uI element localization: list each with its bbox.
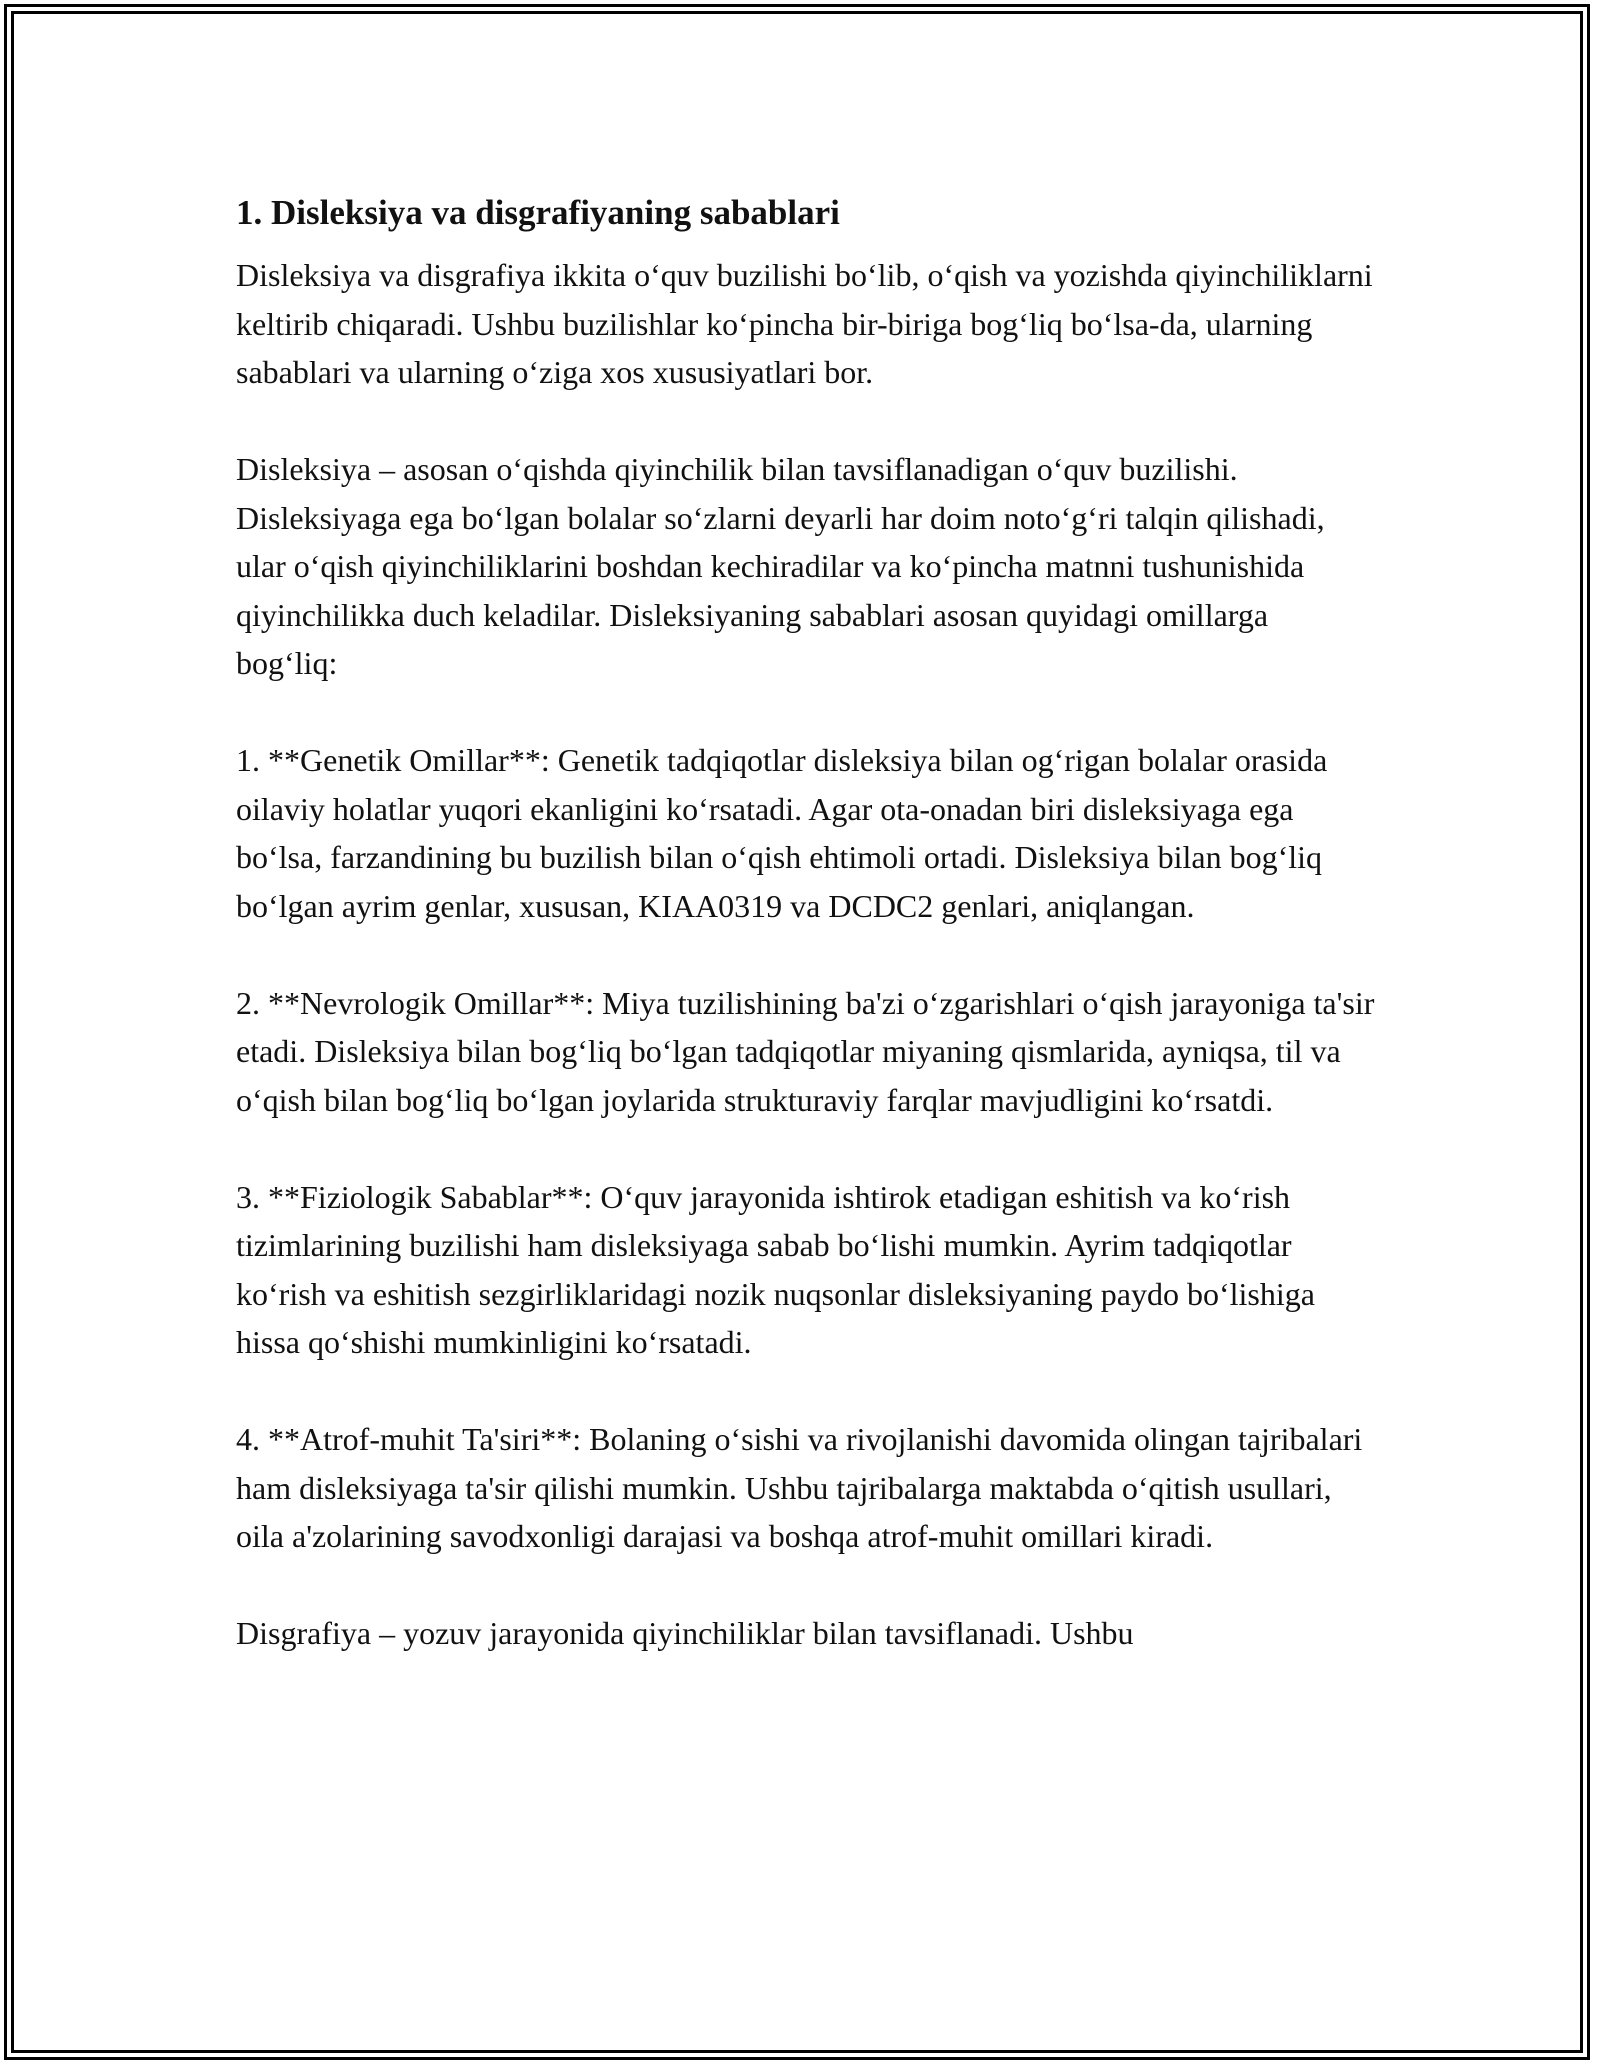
paragraph-neurological-factors: 2. **Nevrologik Omillar**: Miya tuzilishining ba'zi o‘zgarishlari o‘qish jarayoniga ta'sir etadi. Disleksiya bilan bog‘liq bo‘lgan tadqiqotlar miyaning qismlarida, ayniqsa, til va o‘qish bilan bog‘liq bo‘lgan joylarida strukturaviy farqlar mavjudligini ko‘rsatdi. <box>236 984 1375 1118</box>
paragraph-genetic-factors: 1. **Genetik Omillar**: Genetik tadqiqotlar disleksiya bilan og‘rigan bolalar orasida oilaviy holatlar yuqori ekanligini ko‘rsatadi. Agar ota-onadan biri disleksiyaga ega bo‘lsa, farzandining bu buzilish bilan o‘qish ehtimoli ortadi. Disleksiya bilan bog‘liq bo‘lgan ayrim genlar, xususan, KIAA0319 va DCDC2 genlari, aniqlangan. <box>236 742 1328 924</box>
paragraph-intro: Disleksiya va disgrafiya ikkita o‘quv buzilishi bo‘lib, o‘qish va yozishda qiyinchiliklarni keltirib chiqaradi. Ushbu buzilishlar ko‘pincha bir-biriga bog‘liq bo‘lsa-da, ularning sabablari va ularning o‘ziga xos xususiyatlari bor. <box>236 257 1373 390</box>
paragraph-environmental-influence: 4. **Atrof-muhit Ta'siri**: Bolaning o‘sishi va rivojlanishi davomida olingan tajribalari ham disleksiyaga ta'sir qilishi mumkin. Ushbu tajribalarga maktabda o‘qitish usullari, oila a'zolarining savodxonligi darajasi va boshqa atrof-muhit omillari kiradi. <box>236 1421 1363 1554</box>
document-body <box>236 185 1376 1658</box>
paragraph-physiological-causes: 3. **Fiziologik Sabablar**: O‘quv jarayonida ishtirok etadigan eshitish va ko‘rish tizimlarining buzilishi ham disleksiyaga sabab bo‘lishi mumkin. Ayrim tadqiqotlar ko‘rish va eshitish sezgirliklaridagi nozik nuqsonlar disleksiyaning paydo bo‘lishiga hissa qo‘shishi mumkinligini ko‘rsatadi. <box>236 1178 1315 1360</box>
paragraph-dysgraphia-definition: Disgrafiya – yozuv jarayonida qiyinchiliklar bilan tavsiflanadi. Ushbu <box>236 1615 1134 1651</box>
section-heading: 1. Disleksiya va disgrafiyaning sabablari <box>236 193 840 232</box>
paragraph-dyslexia-definition: Disleksiya – asosan o‘qishda qiyinchilik bilan tavsiflanadigan o‘quv buzilishi. Disleksiyaga ega bo‘lgan bolalar so‘zlarni deyarli har doim noto‘g‘ri talqin qilishadi, ular o‘qish qiyinchiliklarini boshdan kechiradilar va ko‘pincha matnni tushunishida qiyinchilikka duch keladilar. Disleksiyaning sabablari asosan quyidagi omillarga bog‘liq: <box>236 451 1325 681</box>
